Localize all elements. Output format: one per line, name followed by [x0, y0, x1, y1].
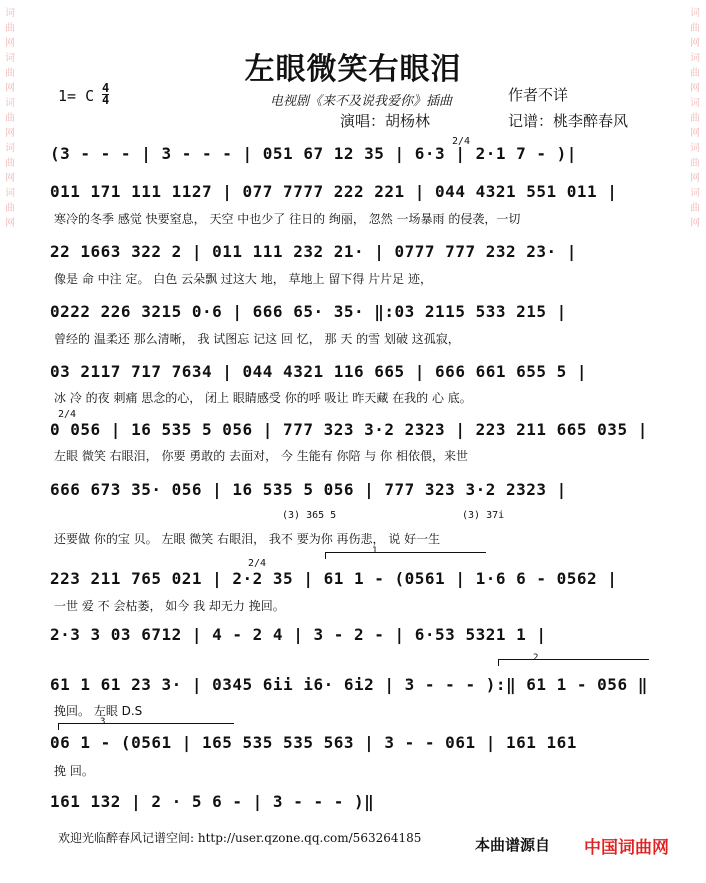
watermark-char: 词	[5, 143, 15, 154]
lyric-row-6: 左眼 微笑 右眼泪， 你要 勇敢的 去面对， 今 生能有 你陪 与 你 相依偎，来世	[54, 449, 468, 463]
staff-row-6: 0 056 | 16 535 5 056 | 777 323 3·2 2323 | 223 211 665 035 |	[50, 420, 648, 439]
watermark-char: 网	[5, 218, 15, 229]
ending-number-2: 2	[533, 653, 539, 663]
alt-notes-2: (3) 37i	[462, 510, 505, 521]
watermark-char: 曲	[5, 68, 15, 79]
watermark-right	[688, 8, 702, 233]
staff-row-3: 22 1663 322 2 | 011 111 232 21· | 0777 777 232 23· |	[50, 242, 577, 261]
staff-row-7: 666 673 35· 056 | 16 535 5 056 | 777 323 3·2 2323 |	[50, 480, 567, 499]
watermark-char: 曲	[5, 23, 15, 34]
time-change-1: 2/4	[452, 136, 471, 147]
staff-row-10: 61 1 61 23 3· | 0345 6ii i6· 6i2 | 3 - - - ):‖ 61 1 - 056 ‖	[50, 675, 648, 694]
alt-notes-1: (3) 365 5	[282, 510, 337, 521]
watermark-char: 曲	[690, 23, 700, 34]
watermark-char: 网	[5, 38, 15, 49]
ending-number-3: 3	[100, 717, 106, 727]
watermark-char: 词	[690, 8, 700, 19]
watermark-char: 词	[5, 53, 15, 64]
transcriber: 记谱：桃李醉春风	[508, 112, 629, 130]
key-signature: 1= C	[58, 87, 95, 105]
lyric-row-11: 挽 回。	[54, 764, 94, 778]
watermark-char: 曲	[5, 203, 15, 214]
watermark-char: 网	[690, 38, 700, 49]
time-change-3: 2/4	[248, 558, 267, 569]
lyric-row-7: 还要做 你的宝 贝。 左眼 微笑 右眼泪， 我不 要为你 再伤悲， 说 好一生	[54, 532, 441, 546]
watermark-char: 曲	[690, 68, 700, 79]
time-signature-bottom: 4	[102, 93, 110, 107]
watermark-char: 词	[5, 188, 15, 199]
watermark-char: 曲	[690, 203, 700, 214]
time-change-2: 2/4	[58, 409, 77, 420]
lyric-row-3: 像是 命 中注 定。 白色 云朵飘 过这大 地， 草地上 留下得 片片足 迹，	[54, 272, 432, 286]
watermark-char: 网	[690, 128, 700, 139]
lyric-row-10: 挽回。 左眼 D.S	[54, 704, 143, 718]
watermark-char: 词	[690, 98, 700, 109]
watermark-char: 词	[690, 188, 700, 199]
staff-row-9: 2·3 3 03 6712 | 4 - 2 4 | 3 - 2 - | 6·53 5321 1 |	[50, 625, 547, 644]
lyric-row-4: 曾经的 温柔还 那么清晰， 我 试图忘 记这 回 忆， 那 天 的雪 划破 这孤寂，	[54, 332, 460, 346]
ending-number-1: 1	[372, 546, 378, 556]
watermark-char: 曲	[690, 158, 700, 169]
staff-row-1: (3 - - - | 3 - - - | 051 67 12 35 | 6·3 | 2·1 7 - )|	[50, 144, 577, 163]
author: 作者不详	[508, 86, 569, 104]
watermark-char: 词	[5, 98, 15, 109]
lyric-row-8: 一世 爱 不 会枯萎， 如今 我 却无力 挽回。	[54, 599, 285, 613]
ending-bracket-2	[498, 659, 649, 666]
watermark-char: 词	[5, 8, 15, 19]
time-signature	[102, 83, 109, 106]
watermark-char: 词	[690, 53, 700, 64]
watermark-char: 网	[5, 83, 15, 94]
watermark-char: 网	[5, 128, 15, 139]
staff-row-5: 03 2117 717 7634 | 044 4321 116 665 | 666 661 655 5 |	[50, 362, 588, 381]
watermark-char: 曲	[5, 158, 15, 169]
watermark-char: 网	[690, 83, 700, 94]
staff-row-11: 06 1 - (0561 | 165 535 535 563 | 3 - - 061 | 161 161	[50, 733, 577, 752]
ending-bracket-1	[325, 552, 486, 559]
subtitle: 电视剧《来不及说我爱你》插曲	[270, 94, 453, 109]
watermark-char: 曲	[690, 113, 700, 124]
site-logo-text: 中国词曲网	[584, 838, 669, 858]
singer: 演唱：胡杨林	[340, 112, 431, 130]
watermark-left	[3, 8, 17, 233]
source-text: 本曲谱源自	[475, 836, 551, 854]
welcome-text: 欢迎光临醉春风记谱空间: http://user.qzone.qq.com/563264185	[58, 831, 422, 845]
watermark-char: 曲	[5, 113, 15, 124]
staff-row-4: 0222 226 3215 0·6 | 666 65· 35· ‖:03 2115 533 215 |	[50, 302, 567, 321]
watermark-char: 网	[5, 173, 15, 184]
watermark-char: 网	[690, 173, 700, 184]
song-title: 左眼微笑右眼泪	[244, 52, 462, 87]
staff-row-2: 011 171 111 1127 | 077 7777 222 221 | 044 4321 551 011 |	[50, 182, 618, 201]
watermark-char: 词	[690, 143, 700, 154]
lyric-row-5: 冰 冷 的夜 刺痛 思念的心， 闭上 眼睛感受 你的呼 吸让 昨天藏 在我的 心 底。	[54, 391, 472, 405]
ending-bracket-3	[58, 723, 234, 730]
time-signature-top: 4	[102, 81, 110, 95]
staff-row-12: 161 132 | 2 · 5 6 - | 3 - - - )‖	[50, 792, 375, 811]
staff-row-8: 223 211 765 021 | 2·2 35 | 61 1 - (0561 | 1·6 6 - 0562 |	[50, 569, 618, 588]
lyric-row-2: 寒冷的冬季 感觉 快要窒息， 天空 中也少了 往日的 绚丽， 忽然 一场暴雨 的侵袭，一切	[54, 212, 521, 226]
watermark-char: 网	[690, 218, 700, 229]
